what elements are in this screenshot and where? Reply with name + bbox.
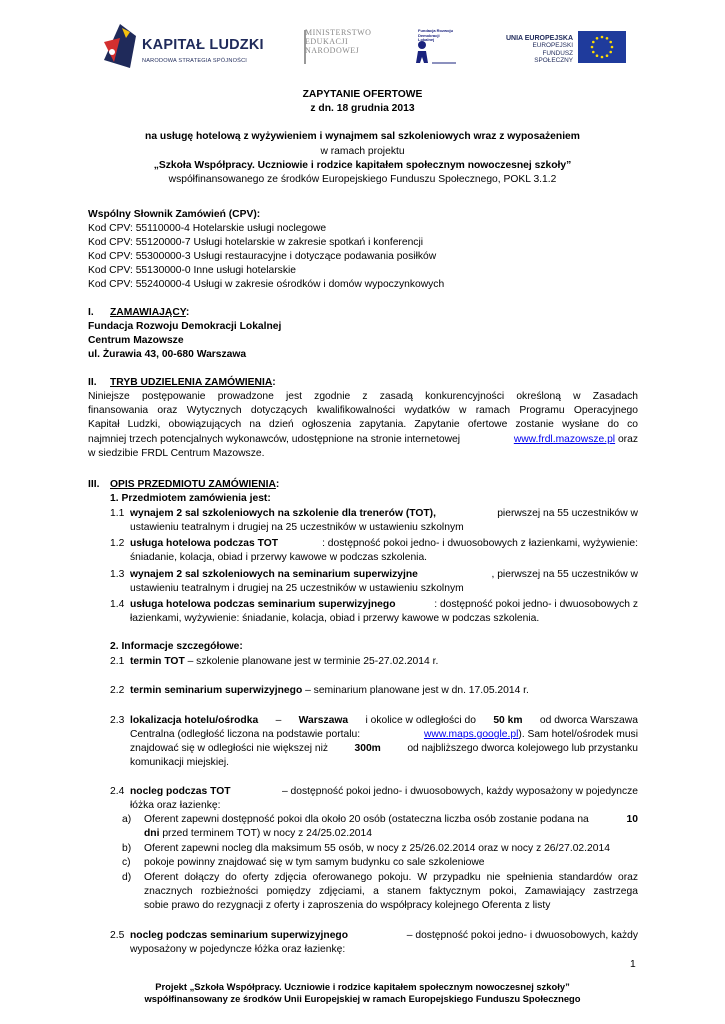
cpv-code: Kod CPV: 55110000-4 Hotelarskie usługi noclegowe <box>88 223 327 234</box>
item-1-2-line2: śniadanie, kolacja, obiad i przerwy kawowe w podczas szkolenia. <box>130 552 428 563</box>
item-2-4-a-line2 <box>144 827 372 841</box>
item-1-2 <box>130 537 638 551</box>
google-maps-link[interactable]: www.maps.google.pl <box>423 729 519 740</box>
item-1-3-number: 1.3 <box>110 569 125 580</box>
section-3-heading <box>110 478 279 492</box>
item-2-5 <box>130 929 638 943</box>
item-2-4-bold: nocleg podczas TOT <box>130 786 231 797</box>
item-2-4 <box>130 785 638 799</box>
section-2-text-before-link: najmniej trzech potencjalnych wykonawców, udostępnione na stronie internetowej <box>88 433 461 445</box>
item-1-4-number: 1.4 <box>110 599 125 610</box>
doc-date: z dn. 18 grudnia 2013 <box>310 103 415 114</box>
list-letter-b: b) <box>122 843 132 854</box>
section-2-line: Kapitał Ludzki, obowiązujących na dzień ogłoszenia zapytania. Zapytanie ofertowe zostanie wysłane do co <box>88 419 638 431</box>
item-1-1-line2: ustawieniu teatralnym i drugiej na 25 uczestników w ustawieniu szkolnym <box>130 522 464 533</box>
subsection-2-heading: 2. Informacje szczegółowe: <box>110 641 243 652</box>
item-2-4-a-text: przed terminem TOT) w nocy z 24/25.02.2014 <box>159 828 372 839</box>
item-2-3-line2 <box>130 728 638 742</box>
item-2-2 <box>130 684 529 698</box>
item-2-5-line2: wyposażony w pojedyncze łóżka oraz łazienkę: <box>130 944 346 955</box>
orderer-line: ul. Żurawia 43, 00-680 Warszawa <box>88 349 247 360</box>
item-2-3-text: Centralna (odległość liczona na podstawie portalu: <box>130 729 361 740</box>
section-1-title: ZAMAWIAJĄCY <box>110 307 186 318</box>
item-2-4-rest: – dostępność pokoi jedno- i dwuosobowych, każdy wyposażony w pojedyncze <box>281 786 638 797</box>
item-1-1-number: 1.1 <box>110 508 125 519</box>
item-2-3-text: i okolice w odległości do <box>365 715 476 726</box>
item-2-4-d-line: sobie prawo do rezygnacji z oferty i zaproszenia do współpracy kolejnego Oferenta z listy <box>144 900 551 912</box>
doc-title: ZAPYTANIE OFERTOWE <box>302 89 423 100</box>
item-2-1 <box>130 655 438 669</box>
item-2-3-dash: – <box>275 715 282 726</box>
ministry-text <box>305 28 371 55</box>
item-2-1-bold: termin TOT <box>130 656 185 667</box>
cpv-heading: Wspólny Słownik Zamówień (CPV): <box>88 209 261 220</box>
item-2-3-line1 <box>130 714 638 728</box>
section-1-heading <box>110 306 189 320</box>
doc-project-name: „Szkoła Współpracy. Uczniowie i rodzice kapitałem społecznym nowoczesnej szkoły” <box>153 160 572 171</box>
item-1-3 <box>130 568 638 582</box>
section-3-colon: : <box>275 479 280 490</box>
item-2-5-rest: – dostępność pokoi jedno- i dwuosobowych, każdy <box>406 930 638 941</box>
item-1-2-bold: usługa hotelowa podczas TOT <box>130 538 278 549</box>
kapital-ludzki-subtitle: NARODOWA STRATEGIA SPÓJNOŚCI <box>142 58 248 64</box>
item-2-3-text: ). Sam hotel/ośrodek musi <box>518 729 638 740</box>
item-2-4-d <box>144 871 638 914</box>
list-letter-c: c) <box>122 857 131 868</box>
item-2-4-a-bold: 10 <box>626 814 638 825</box>
item-2-4-line2: łóżka oraz łazienkę: <box>130 800 221 811</box>
kapital-ludzki-title: KAPITAŁ LUDZKI <box>142 37 264 53</box>
section-2-text <box>88 390 638 461</box>
cpv-code: Kod CPV: 55130000-0 Inne usługi hotelarskie <box>88 265 296 276</box>
item-2-2-number: 2.2 <box>110 685 125 696</box>
item-1-1 <box>130 507 638 521</box>
item-2-3-location-label: lokalizacja hotelu/ośrodka <box>130 715 259 726</box>
footer-line-2: współfinansowany ze środków Unii Europejskiej w ramach Europejskiego Funduszu Społecznego <box>144 993 581 1004</box>
eu-logo-subtitle <box>503 42 573 65</box>
eu-stars-icon <box>578 31 626 63</box>
section-2-heading <box>110 376 276 390</box>
section-2-line: w siedzibie FRDL Centrum Mazowsze. <box>88 447 265 459</box>
subsection-1-heading: 1. Przedmiotem zamówienia jest: <box>110 493 271 504</box>
section-2-line: Niniejsze postępowanie prowadzone jest zgodnie z zasadą konkurencyjności określoną w Zasadach <box>88 391 638 402</box>
item-2-3-distance-300m: 300m <box>354 743 381 754</box>
section-1-number: I. <box>88 307 94 318</box>
item-2-4-c: pokoje powinny znajdować się w tym samym budynku co sale szkoleniowe <box>144 857 485 868</box>
item-2-3-line4: komunikacji miejskiej. <box>130 757 229 768</box>
item-2-5-number: 2.5 <box>110 930 125 941</box>
section-3-number: III. <box>88 479 100 490</box>
item-2-5-bold: nocleg podczas seminarium superwizyjnego <box>130 930 349 941</box>
item-1-4-bold: usługa hotelowa podczas seminarium superwizyjnego <box>130 599 396 610</box>
item-2-3-text-end: od dworca Warszawa <box>539 715 638 726</box>
item-2-4-a-bold: dni <box>144 828 160 839</box>
cpv-code: Kod CPV: 55240000-4 Usługi w zakresie ośrodków i domów wypoczynkowych <box>88 279 445 290</box>
ministry-line-3: NARODOWEJ <box>305 46 360 55</box>
item-2-4-a-line1 <box>144 813 638 827</box>
item-1-1-rest: pierwszej na 55 uczestników w <box>497 508 638 519</box>
item-2-4-d-line: Oferent dołączy do oferty zdjęcia oferowanego pokoju. W przypadku nie spełnienia standardów oraz <box>144 872 638 883</box>
item-2-3-number: 2.3 <box>110 715 125 726</box>
section-2-title: TRYB UDZIELENIA ZAMÓWIENIA <box>110 377 273 388</box>
item-2-4-d-line: znacznych rozbieżności pomiędzy zdjęciami, a stanem faktycznym pokoi, Zamawiający zastrzega <box>144 886 638 898</box>
item-1-3-rest: , pierwszej na 55 uczestników w <box>491 569 638 580</box>
frdl-website-link[interactable]: www.frdl.mazowsze.pl <box>513 433 616 445</box>
item-2-1-rest: – szkolenie planowane jest w terminie 25-27.02.2014 r. <box>184 656 439 667</box>
ministry-line-2: EDUKACJI <box>305 37 349 46</box>
eu-logo-title: UNIA EUROPEJSKA <box>505 35 573 42</box>
item-2-2-rest: – seminarium planowane jest w dn. 17.05.2014 r. <box>302 685 529 696</box>
item-2-1-number: 2.1 <box>110 656 125 667</box>
ministry-line-1: MINISTERSTWO <box>305 28 372 37</box>
eu-line-1: EUROPEJSKI <box>532 42 573 49</box>
doc-project-intro: w ramach projektu <box>320 146 405 157</box>
doc-subject: na usługę hotelową z wyżywieniem i wynajmem sal szkoleniowych wraz z wyposażeniem <box>145 131 580 142</box>
footer-line-1: Projekt „Szkoła Współpracy. Uczniowie i rodzice kapitałem społecznym nowoczesnej szkoły” <box>155 981 570 992</box>
section-2-text-after-link: oraz <box>615 433 638 445</box>
item-1-3-bold: wynajem 2 sal szkoleniowych na seminarium superwizyjne <box>130 569 418 580</box>
section-2-line: finansowania oraz Wytycznych dotyczących kwalifikowalności wydatków w ramach Programu Operacyjnego <box>88 405 638 417</box>
section-1-colon: : <box>185 307 190 318</box>
eu-flag <box>578 31 626 63</box>
item-2-3-text: od najbliższego dworca kolejowego lub przystanku <box>407 743 638 754</box>
section-2-line <box>88 433 638 447</box>
foundation-text: Fundacja Rozwoju Demokracji Lokalnej <box>418 28 454 42</box>
item-1-4-line2: łazienkami, wyżywienie: śniadanie, kolacja, obiad i przerwy kawowe w podczas szkolenia. <box>130 613 540 624</box>
section-3-title: OPIS PRZEDMIOTU ZAMÓWIENIA <box>110 479 276 490</box>
orderer-line: Fundacja Rozwoju Demokracji Lokalnej <box>88 321 282 332</box>
item-2-4-number: 2.4 <box>110 786 125 797</box>
section-2-colon: : <box>272 377 276 388</box>
item-1-2-rest: : dostępność pokoi jedno- i dwuosobowych z łazienkami, wyżywienie: <box>322 538 638 549</box>
cpv-code: Kod CPV: 55300000-3 Usługi restauracyjne i dotyczące podawania posiłków <box>88 251 437 262</box>
eu-line-2: FUNDUSZ SPOŁECZNY <box>534 49 573 65</box>
doc-cofinance: współfinansowanego ze środków Europejskiego Funduszu Społecznego, POKL 3.1.2 <box>168 174 557 185</box>
list-letter-a: a) <box>122 814 132 825</box>
item-1-4-rest: : dostępność pokoi jedno- i dwuosobowych z <box>434 599 638 610</box>
item-2-4-a-text: Oferent zapewni dostępność pokoi dla około 20 osób (ostateczna liczba osób zostanie podana na <box>144 814 589 825</box>
item-2-4-b: Oferent zapewni nocleg dla maksimum 55 osób, w nocy z 25/26.02.2014 oraz w nocy z 26/27.02.2014 <box>144 843 610 854</box>
item-2-2-bold: termin seminarium superwizyjnego <box>130 685 303 696</box>
list-letter-d: d) <box>122 872 132 883</box>
item-2-3-distance: 50 km <box>493 715 523 726</box>
item-1-1-bold: wynajem 2 sal szkoleniowych na szkolenie dla trenerów (TOT), <box>130 508 436 519</box>
orderer-line: Centrum Mazowsze <box>88 335 184 346</box>
item-2-3-city: Warszawa <box>298 715 349 726</box>
item-1-4 <box>130 598 638 612</box>
item-1-2-number: 1.2 <box>110 538 125 549</box>
item-1-3-line2: ustawieniu teatralnym i drugiej na 25 uczestników w ustawieniu szkolnym <box>130 583 464 594</box>
section-2-number: II. <box>88 377 97 388</box>
item-2-3-text: znajdować się w odległości nie większej niż <box>130 743 329 754</box>
cpv-code: Kod CPV: 55120000-7 Usługi hotelarskie w zakresie spotkań i konferencji <box>88 237 424 248</box>
page-number: 1 <box>630 959 636 970</box>
item-2-3-line3 <box>130 742 638 756</box>
kapital-ludzki-emblem-icon <box>100 22 140 70</box>
